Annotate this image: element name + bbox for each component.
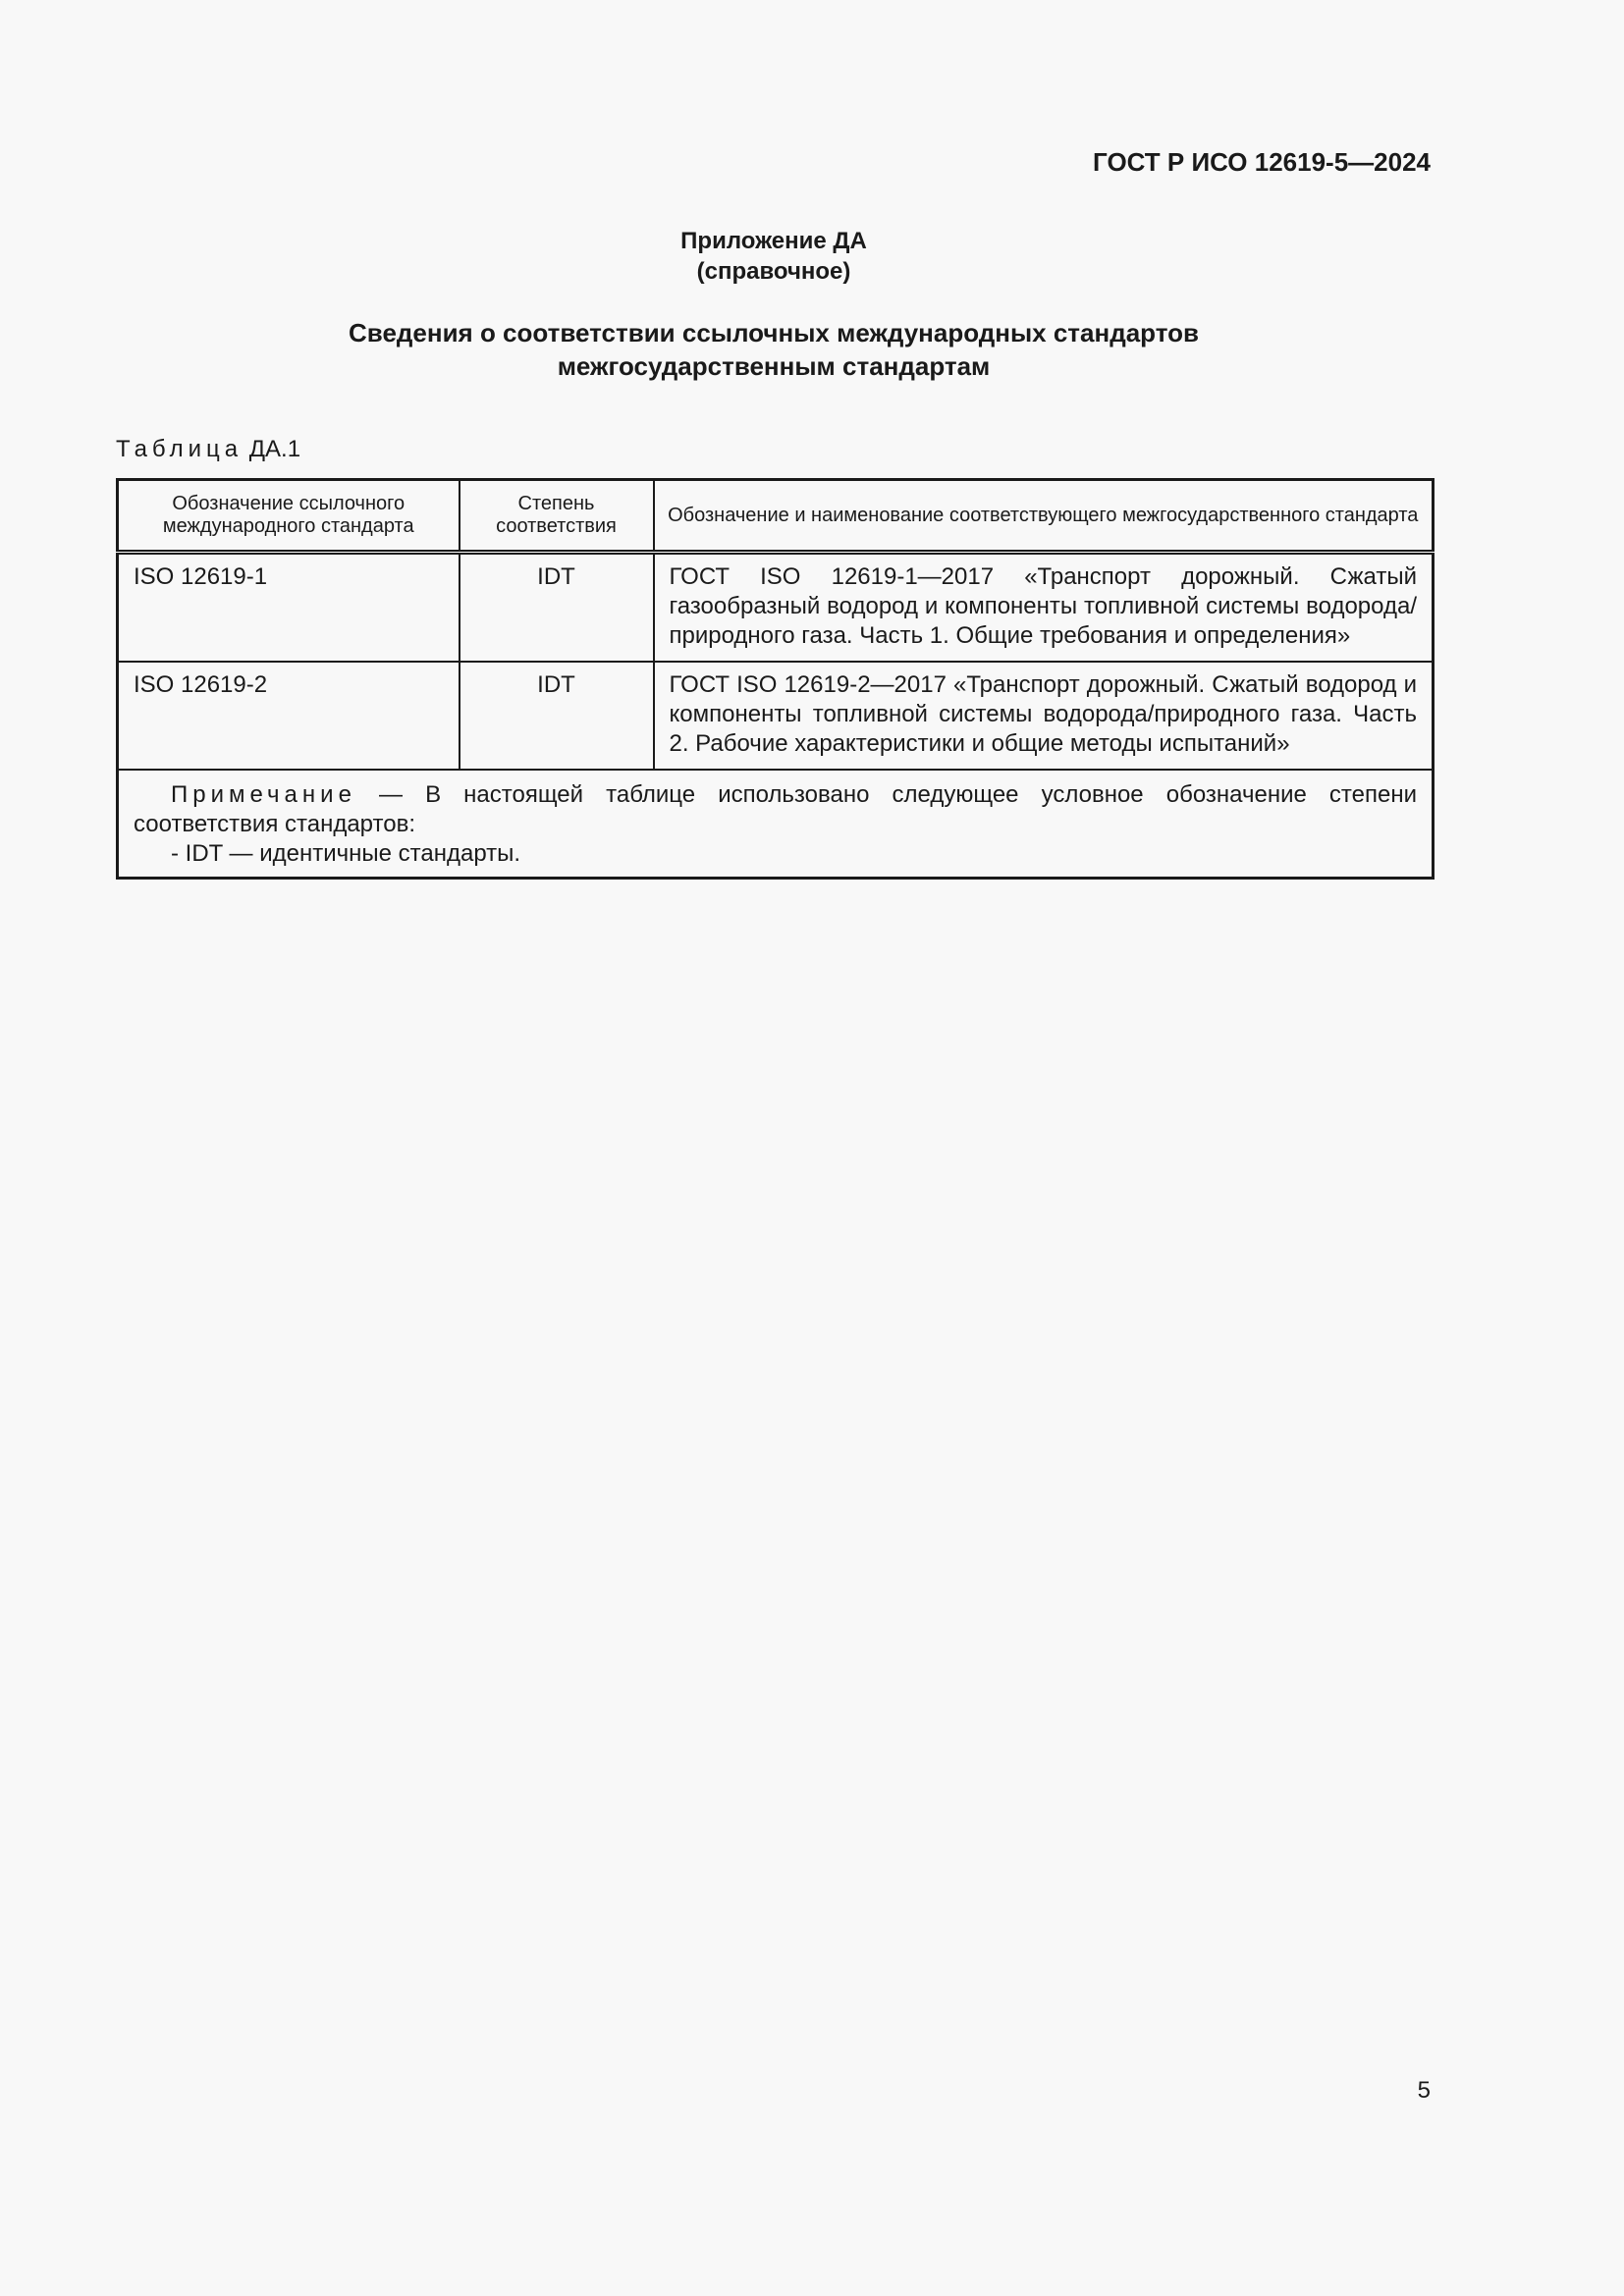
table-row [118,553,1434,663]
column-header-degree: Степень соответствия [460,480,654,553]
annex-heading-line-2: межгосударственным стандартам [557,351,991,381]
column-header-national-standard: Обозначение и наименование соответствующего межгосударственного стандарта [654,480,1434,553]
table-row [118,662,1434,770]
note-item: - IDT — идентичные стандарты. [171,840,521,867]
table-label-number: ДА.1 [248,436,301,462]
table-note-row [118,770,1434,879]
reference-standard-cell: ISO 12619-2 [118,662,460,770]
table-label [116,436,300,463]
table-note [118,770,1434,879]
table-label-prefix: Таблица [116,436,244,462]
column-header-reference: Обозначение ссылочного международного стандарта [118,480,460,553]
correspondence-table [116,478,1435,880]
annex-heading [0,316,1547,383]
national-standard-cell: ГОСТ ISO 12619-1—2017 «Транспорт дорожный. Сжатый газообразный водород и компоненты топливной системы водорода/природного газа. Часть 1. Общие требования и определения» [654,553,1434,663]
annex-title: Приложение ДА [680,228,867,254]
national-standard-cell: ГОСТ ISO 12619-2—2017 «Транспорт дорожный. Сжатый водород и компоненты топливной системы водорода/природного газа. Часть 2. Рабочие характеристики и общие методы испытаний» [654,662,1434,770]
degree-cell: IDT [460,553,654,663]
degree-cell: IDT [460,662,654,770]
note-lead [134,780,1417,839]
page-number: 5 [1417,2077,1431,2104]
note-text: — В настоящей таблице использовано следующее условное обозначение степени соответствия стандартов: [134,781,1417,837]
reference-standard-cell: ISO 12619-1 [118,553,460,663]
table-header-row [118,480,1434,553]
annex-kind: (справочное) [696,258,851,285]
note-label: Примечание [171,781,356,808]
document-code: ГОСТ Р ИСО 12619-5—2024 [1093,147,1431,177]
annex-heading-line-1: Сведения о соответствии ссылочных международных стандартов [349,318,1199,347]
